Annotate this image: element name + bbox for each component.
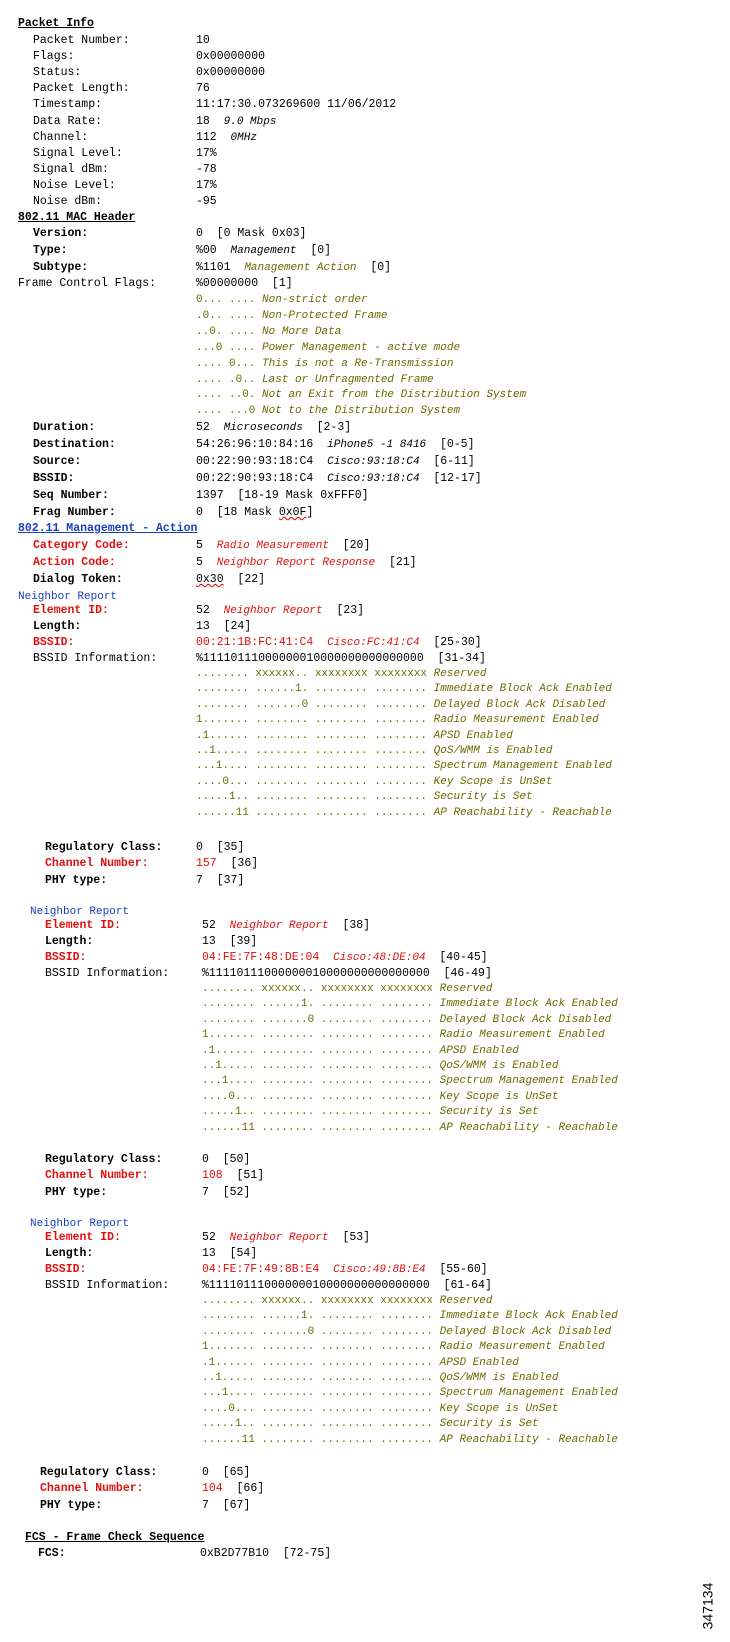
bssid-info-bit-pattern: .1...... ........ ........ ........ [202, 1044, 440, 1057]
packet-info-row-value [196, 146, 217, 162]
frag-number-row-value [196, 505, 313, 521]
fcs-row-value [200, 1546, 331, 1562]
bssid-information-row-label: BSSID Information: [45, 1279, 170, 1292]
bssid-info-bit-pattern: ......11 ........ ........ ........ [202, 1121, 440, 1134]
frame-control-flag-desc: Last or Unfragmented Frame [262, 373, 434, 386]
action-code-row-part-1: Neighbor Report Response [216, 557, 376, 569]
bssid-row-value [202, 950, 488, 966]
seq-number-row-part-0: 1397 [18-19 Mask 0xFFF0] [196, 489, 369, 502]
duration-row-label: Duration: [33, 421, 96, 434]
frame-control-flag-pattern: 0... .... [196, 294, 263, 306]
bssid-info-bit-bits [196, 697, 605, 713]
action-code-row-value [196, 555, 417, 571]
destination-row-value [196, 437, 474, 453]
bssid-info-bit-desc: Spectrum Management Enabled [439, 1075, 618, 1088]
element-id-row-value [202, 918, 370, 934]
bssid-info-bit-bits [196, 805, 612, 821]
source-row-value [196, 454, 475, 470]
bssid-info-bit-pattern: ........ ......1. ........ ........ [202, 1310, 440, 1323]
bssid-info-bit-desc: Security is Set [433, 791, 533, 804]
frame-control-flag-desc: Non-Protected Frame [262, 309, 388, 322]
packet-info-row-part-0: 18 [196, 114, 210, 128]
channel-number-row-value [202, 1168, 264, 1184]
bssid-info-bit-pattern: ........ .......0 ........ ........ [196, 698, 434, 711]
channel-number-row-part-1: [51] [222, 1169, 265, 1182]
bssid-info-bit-desc: Spectrum Management Enabled [439, 1387, 618, 1400]
bssid-info-bit-bits [202, 1089, 558, 1105]
bssid-info-bit-bits [202, 1401, 558, 1417]
bssid-info-bit-pattern: ........ ......1. ........ ........ [196, 683, 434, 696]
seq-number-row-value [196, 488, 369, 504]
length-row-value [202, 934, 257, 950]
frame-control-flag-desc: Power Management - active mode [262, 341, 461, 354]
bssid-info-bit-desc: APSD Enabled [439, 1044, 519, 1057]
element-id-row-label: Element ID: [33, 604, 109, 617]
frag-number-row-part-1: 0x0F [278, 506, 307, 519]
bssid-info-bit-desc: Key Scope is UnSet [439, 1402, 559, 1415]
frame-control-flag-bits [196, 324, 341, 340]
packet-info-row-label: Packet Number: [33, 34, 130, 47]
bssid-info-bit-pattern: ......11 ........ ........ ........ [202, 1433, 440, 1446]
packet-info-row-value [196, 130, 257, 146]
bssid-info-bit-desc: Immediate Block Ack Enabled [439, 1310, 618, 1323]
bssid-row-value [196, 635, 482, 651]
packet-info-row-label: Timestamp: [33, 98, 103, 112]
element-id-row-part-2: [53] [328, 1231, 371, 1244]
packet-info-row-part-0: 76 [196, 82, 210, 96]
element-id-row-part-2: [38] [328, 919, 371, 932]
bssid-information-row-label: BSSID Information: [33, 652, 158, 665]
bssid-info-bit-desc: Reserved [433, 668, 487, 680]
element-id-row-label: Element ID: [45, 919, 121, 932]
bssid-info-bit-desc: Immediate Block Ack Enabled [439, 998, 618, 1011]
frame-control-flag-pattern: .... 0... [196, 357, 263, 370]
frame-control-flag-bits [196, 403, 460, 419]
bssid-info-bit-bits [202, 1370, 558, 1386]
channel-number-row-label: Channel Number: [45, 857, 149, 870]
bssid-information-row-part-0: %11110111000000010000000000000000 [31-34] [196, 652, 486, 665]
frame-control-flag-bits [196, 387, 526, 403]
bssid-row-part-0: 04:FE:7F:49:8B:E4 [202, 1263, 334, 1276]
bssid-info-bit-pattern: ...1.... ........ ........ ........ [202, 1387, 440, 1400]
packet-info-row-label: Signal Level: [33, 146, 123, 160]
bssid-row-part-2: [55-60] [425, 1263, 488, 1276]
bssid-info-bit-pattern: ........ ......1. ........ ........ [202, 998, 440, 1011]
type-row-value [196, 243, 331, 259]
type-row-label: Type: [33, 244, 68, 257]
packet-info-row-part-1 [210, 115, 224, 128]
bssid-info-bit-bits [202, 1339, 605, 1355]
bssid-info-bit-pattern: ........ xxxxxx.. xxxxxxxx xxxxxxxx [196, 668, 434, 680]
bssid-info-bit-desc: Radio Measurement Enabled [433, 714, 599, 727]
packet-info-row-label: Flags: [33, 50, 75, 64]
length-row-value [202, 1246, 257, 1262]
frame-control-flags-row-part-0: %00000000 [1] [196, 277, 293, 290]
regulatory-class-row-part-0: 0 [35] [196, 841, 245, 854]
bssid-info-bit-pattern: ........ xxxxxx.. xxxxxxxx xxxxxxxx [202, 1295, 440, 1307]
length-row-value [196, 619, 251, 635]
bssid-info-bit-desc: QoS/WMM is Enabled [439, 1060, 559, 1072]
element-id-row-part-1: Neighbor Report [223, 605, 323, 617]
bssid-row-part-1: Cisco:49:8B:E4 [333, 1264, 426, 1276]
bssid-info-bit-bits [196, 712, 599, 728]
element-id-row-part-0: 52 [196, 604, 224, 617]
element-id-row-part-1: Neighbor Report [229, 1232, 329, 1244]
bssid-info-bit-bits [202, 1120, 618, 1136]
subtype-row-label: Subtype: [33, 261, 89, 274]
bssid-info-bit-pattern: ...1.... ........ ........ ........ [196, 760, 434, 773]
bssid-info-bit-pattern: ........ .......0 ........ ........ [202, 1325, 440, 1338]
packet-info-row-value [196, 81, 210, 97]
dialog-token-row-label: Dialog Token: [33, 573, 123, 586]
regulatory-class-row-value [202, 1465, 250, 1481]
bssid-info-bit-desc: Radio Measurement Enabled [439, 1341, 605, 1354]
frag-number-row-label: Frag Number: [33, 506, 116, 519]
bssid-info-bit-bits [196, 743, 552, 759]
packet-info-row-part-0: 10 [196, 34, 210, 47]
bssid-row-label: BSSID: [33, 472, 75, 485]
bssid-info-bit-desc: Spectrum Management Enabled [433, 760, 612, 773]
bssid-info-bit-desc: Key Scope is UnSet [433, 775, 553, 788]
packet-info-row-part-2: 9.0 Mbps [223, 115, 277, 128]
fcs-heading-text: FCS - Frame Check Sequence [25, 1531, 205, 1544]
bssid-info-bit-desc: QoS/WMM is Enabled [433, 745, 553, 757]
bssid-row-part-1: Cisco:93:18:C4 [327, 473, 420, 485]
bssid-info-bit-pattern: ....0... ........ ........ ........ [202, 1402, 440, 1415]
channel-number-row-label: Channel Number: [40, 1482, 144, 1495]
packet-info-row-part-0: 17% [196, 178, 217, 192]
bssid-info-bit-desc: Delayed Block Ack Disabled [439, 1013, 612, 1026]
packet-info-row-part-2: 0MHz [230, 131, 257, 144]
packet-info-row-label: Noise Level: [33, 178, 116, 192]
source-row-part-2: [6-11] [419, 455, 475, 468]
destination-row-label: Destination: [33, 438, 116, 451]
bssid-info-bit-desc: Reserved [439, 1295, 493, 1307]
action-code-row-part-0: 5 [196, 556, 217, 569]
phy-type-row-label: PHY type: [45, 1186, 108, 1199]
frame-control-flag-bits [196, 356, 453, 372]
bssid-info-bit-desc: Radio Measurement Enabled [439, 1029, 605, 1042]
bssid-info-bit-bits [196, 789, 533, 805]
regulatory-class-row-part-0: 0 [65] [202, 1466, 251, 1479]
frame-control-flag-desc: No More Data [262, 325, 342, 338]
neighbor-report-title: Neighbor Report [18, 591, 118, 603]
version-row-part-0: 0 [0 Mask 0x03] [196, 227, 307, 240]
category-code-row-value [196, 538, 370, 554]
bssid-info-bit-desc: Reserved [439, 983, 493, 995]
bssid-info-bit-desc: Delayed Block Ack Disabled [439, 1325, 612, 1338]
packet-info-row-part-0: 112 [196, 130, 217, 144]
frame-control-flag-pattern: ...0 .... [196, 341, 263, 354]
mac-header-heading-text: 802.11 MAC Header [18, 211, 136, 224]
destination-row-part-2: [0-5] [426, 438, 475, 451]
packet-info-row-value [196, 194, 217, 210]
bssid-info-bit-bits [202, 1385, 618, 1401]
element-id-row-part-1: Neighbor Report [229, 920, 329, 932]
frag-number-row-part-0: 0 [18 Mask [196, 506, 279, 519]
packet-info-row-label: Packet Length: [33, 82, 130, 96]
bssid-info-bit-pattern: ....0... ........ ........ ........ [202, 1090, 440, 1103]
bssid-info-bit-pattern: .1...... ........ ........ ........ [196, 729, 434, 742]
bssid-info-bit-pattern: ..1..... ........ ........ ........ [196, 745, 434, 757]
length-row-part-0: 13 [54] [202, 1247, 258, 1260]
bssid-info-bit-desc: QoS/WMM is Enabled [439, 1372, 559, 1384]
packet-info-row-value [196, 33, 210, 49]
bssid-info-bit-desc: AP Reachability - Reachable [439, 1121, 618, 1134]
bssid-row-label: BSSID: [45, 1263, 87, 1276]
bssid-row-label: BSSID: [45, 951, 87, 964]
regulatory-class-row-value [202, 1152, 250, 1168]
bssid-information-row-value [202, 1278, 492, 1294]
regulatory-class-row-part-0: 0 [50] [202, 1153, 251, 1166]
channel-number-row-value [196, 856, 258, 872]
type-row-part-0: %00 [196, 244, 231, 257]
packet-info-row-label: Data Rate: [33, 114, 103, 128]
frame-control-flag-bits [196, 308, 387, 324]
version-row-value [196, 226, 306, 242]
frame-control-flag-pattern: ..0. .... [196, 325, 263, 338]
bssid-info-bit-desc: AP Reachability - Reachable [433, 806, 612, 819]
bssid-info-bit-desc: Security is Set [439, 1106, 539, 1119]
element-id-row-label: Element ID: [45, 1231, 121, 1244]
bssid-info-bit-bits [202, 1293, 492, 1309]
bssid-row-part-2: [40-45] [425, 951, 488, 964]
category-code-row-part-2: [20] [328, 539, 371, 552]
type-row-part-1: Management [230, 245, 297, 257]
fcs-row-label: FCS: [38, 1547, 66, 1560]
channel-number-row-part-1: [66] [222, 1482, 265, 1495]
packet-info-row-label: Status: [33, 66, 82, 80]
phy-type-row-value [196, 873, 244, 889]
bssid-info-bit-desc: Immediate Block Ack Enabled [433, 683, 612, 696]
phy-type-row-value [202, 1185, 250, 1201]
bssid-info-bit-pattern: ....0... ........ ........ ........ [196, 775, 434, 788]
packet-info-row-label: Noise dBm: [33, 195, 103, 208]
bssid-info-bit-bits [202, 1073, 618, 1089]
frame-control-flags-row-label: Frame Control Flags: [18, 277, 157, 290]
duration-row-part-0: 52 [196, 421, 224, 434]
regulatory-class-row-label: Regulatory Class: [45, 841, 163, 854]
figure-number [700, 1582, 720, 1632]
duration-row-part-2: [2-3] [302, 421, 352, 434]
length-row-label: Length: [45, 935, 94, 948]
channel-number-row-label: Channel Number: [45, 1169, 149, 1182]
dialog-token-row-part-0: 0x30 [196, 573, 224, 586]
packet-info-row-part-0: -95 [196, 195, 217, 208]
element-id-row-value [202, 1230, 370, 1246]
bssid-information-row-value [196, 651, 486, 667]
frame-control-flags-row-value [196, 276, 293, 292]
action-code-row-part-2: [21] [375, 556, 417, 569]
bssid-row-part-0: 00:22:90:93:18:C4 [196, 472, 328, 485]
bssid-info-bit-bits [202, 1043, 519, 1059]
phy-type-row-part-0: 7 [52] [202, 1186, 251, 1199]
frame-control-flag-bits [196, 292, 368, 308]
packet-info-row-part-0: 0x00000000 [196, 50, 266, 64]
frame-control-flag-bits [196, 340, 460, 356]
frame-control-flag-desc: This is not a Re-Transmission [262, 357, 454, 370]
packet-info-row-part-0: 11:17:30.073269600 11/06/2012 [196, 98, 397, 112]
frame-control-flag-desc: Not to the Distribution System [262, 405, 461, 418]
bssid-row-part-2: [25-30] [419, 636, 482, 649]
duration-row-part-1: Microseconds [223, 422, 303, 434]
packet-info-row-part-1 [217, 131, 231, 144]
packet-info-row-value [196, 49, 265, 65]
frame-control-flag-pattern: .... ..0. [196, 389, 263, 402]
bssid-info-bit-bits [202, 1012, 611, 1028]
element-id-row-part-0: 52 [202, 919, 230, 932]
bssid-info-bit-desc: APSD Enabled [439, 1356, 519, 1369]
figure-number-text: 347134 [699, 1582, 716, 1630]
length-row-part-0: 13 [24] [196, 620, 252, 633]
bssid-info-bit-desc: Security is Set [439, 1418, 539, 1431]
bssid-info-bit-desc: APSD Enabled [433, 729, 513, 742]
packet-info-row-value [196, 114, 276, 130]
bssid-info-bit-bits [202, 1355, 519, 1371]
version-row-label: Version: [33, 227, 89, 240]
bssid-info-bit-pattern: ......11 ........ ........ ........ [196, 806, 434, 819]
frame-control-flag-desc: Non-strict order [262, 294, 368, 306]
packet-info-row-value [196, 97, 396, 113]
packet-info-row-value [196, 162, 217, 178]
bssid-info-bit-pattern: .....1.. ........ ........ ........ [196, 791, 434, 804]
bssid-information-row-part-0: %11110111000000010000000000000000 [61-64] [202, 1279, 492, 1292]
subtype-row-part-0: %1101 [196, 261, 245, 274]
neighbor-report-title: Neighbor Report [30, 906, 130, 918]
bssid-info-bit-bits [196, 666, 486, 682]
bssid-row-part-1: Cisco:FC:41:C4 [327, 637, 420, 649]
packet-info-row-part-0: -78 [196, 162, 217, 176]
bssid-row-value [202, 1262, 488, 1278]
bssid-info-bit-pattern: ........ xxxxxx.. xxxxxxxx xxxxxxxx [202, 983, 440, 995]
subtype-row-part-2: [0] [356, 261, 392, 274]
bssid-info-bit-bits [202, 1324, 611, 1340]
bssid-info-bit-desc: Key Scope is UnSet [439, 1090, 559, 1103]
source-row-label: Source: [33, 455, 82, 468]
channel-number-row-part-0: 108 [202, 1169, 223, 1182]
destination-row-part-1: iPhone5 -1 8416 [327, 439, 427, 451]
length-row-part-0: 13 [39] [202, 935, 258, 948]
bssid-info-bit-pattern: .....1.. ........ ........ ........ [202, 1418, 440, 1431]
phy-type-row-label: PHY type: [45, 874, 108, 887]
duration-row-value [196, 420, 351, 436]
bssid-info-bit-bits [196, 758, 612, 774]
bssid-info-bit-pattern: 1....... ........ ........ ........ [202, 1341, 440, 1354]
regulatory-class-row-label: Regulatory Class: [40, 1466, 158, 1479]
channel-number-row-part-0: 104 [202, 1482, 223, 1495]
packet-info-heading-text: Packet Info [18, 17, 94, 30]
frame-control-flag-pattern: .... .0.. [196, 373, 263, 386]
length-row-label: Length: [33, 620, 82, 633]
dialog-token-row-value [196, 572, 265, 588]
element-id-row-part-2: [23] [322, 604, 365, 617]
bssid-info-bit-bits [202, 1432, 618, 1448]
phy-type-row-part-0: 7 [37] [196, 874, 245, 887]
packet-info-row-part-0: 17% [196, 146, 217, 160]
frame-control-flag-desc: Not an Exit from the Distribution System [262, 389, 527, 402]
bssid-info-bit-pattern: ...1.... ........ ........ ........ [202, 1075, 440, 1088]
frame-control-flag-bits [196, 372, 434, 388]
bssid-info-bit-pattern: 1....... ........ ........ ........ [196, 714, 434, 727]
length-row-label: Length: [45, 1247, 94, 1260]
destination-row-part-0: 54:26:96:10:84:16 [196, 438, 328, 451]
bssid-info-bit-bits [196, 728, 513, 744]
bssid-info-bit-bits [196, 774, 552, 790]
type-row-part-2: [0] [296, 244, 332, 257]
packet-info-row-part-0: 0x00000000 [196, 66, 266, 80]
bssid-info-bit-bits [202, 981, 492, 997]
bssid-info-bit-pattern: .1...... ........ ........ ........ [202, 1356, 440, 1369]
packet-info-row-label: Channel: [33, 130, 89, 144]
bssid-info-bit-bits [202, 1308, 618, 1324]
bssid-row-label: BSSID: [33, 636, 75, 649]
mgmt-action-heading-text: 802.11 Management - Action [18, 522, 198, 535]
bssid-row-value [196, 471, 482, 487]
element-id-row-part-0: 52 [202, 1231, 230, 1244]
regulatory-class-row-label: Regulatory Class: [45, 1153, 163, 1166]
source-row-part-0: 00:22:90:93:18:C4 [196, 455, 328, 468]
bssid-info-bit-pattern: ........ .......0 ........ ........ [202, 1013, 440, 1026]
bssid-info-bit-bits [202, 1416, 539, 1432]
seq-number-row-label: Seq Number: [33, 489, 109, 502]
bssid-row-part-1: Cisco:48:DE:04 [333, 952, 426, 964]
phy-type-row-label: PHY type: [40, 1499, 103, 1512]
bssid-info-bit-pattern: 1....... ........ ........ ........ [202, 1029, 440, 1042]
category-code-row-label: Category Code: [33, 539, 130, 552]
source-row-part-1: Cisco:93:18:C4 [327, 456, 420, 468]
bssid-info-bit-desc: Delayed Block Ack Disabled [433, 698, 606, 711]
bssid-info-bit-pattern: ..1..... ........ ........ ........ [202, 1060, 440, 1072]
subtype-row-value [196, 260, 391, 276]
dialog-token-row-part-1: [22] [223, 573, 266, 586]
packet-info-row-value [196, 178, 217, 194]
bssid-information-row-value [202, 966, 492, 982]
packet-info-row-label: Signal dBm: [33, 162, 109, 176]
packet-info-row-value [196, 65, 265, 81]
phy-type-row-value [202, 1498, 250, 1514]
element-id-row-value [196, 603, 364, 619]
phy-type-row-part-0: 7 [67] [202, 1499, 251, 1512]
bssid-info-bit-bits [202, 1104, 539, 1120]
bssid-info-bit-desc: AP Reachability - Reachable [439, 1433, 618, 1446]
category-code-row-part-1: Radio Measurement [216, 540, 329, 552]
bssid-info-bit-bits [202, 1027, 605, 1043]
bssid-row-part-2: [12-17] [419, 472, 482, 485]
action-code-row-label: Action Code: [33, 556, 116, 569]
channel-number-row-part-0: 157 [196, 857, 217, 870]
bssid-info-bit-pattern: ..1..... ........ ........ ........ [202, 1372, 440, 1384]
frag-number-row-part-2: ] [306, 506, 314, 519]
frame-control-flag-pattern: .... ...0 [196, 405, 263, 418]
bssid-info-bit-pattern: .....1.. ........ ........ ........ [202, 1106, 440, 1119]
channel-number-row-value [202, 1481, 264, 1497]
neighbor-report-title: Neighbor Report [30, 1218, 130, 1230]
bssid-info-bit-bits [202, 1058, 558, 1074]
regulatory-class-row-value [196, 840, 244, 856]
bssid-information-row-label: BSSID Information: [45, 967, 170, 980]
bssid-row-part-0: 00:21:1B:FC:41:C4 [196, 636, 328, 649]
fcs-row-part-0: 0xB2D77B10 [72-75] [200, 1547, 332, 1560]
subtype-row-part-1: Management Action [244, 262, 357, 274]
bssid-info-bit-bits [196, 681, 612, 697]
category-code-row-part-0: 5 [196, 539, 217, 552]
bssid-info-bit-bits [202, 996, 618, 1012]
frame-control-flag-pattern: .0.. .... [196, 309, 263, 322]
bssid-row-part-0: 04:FE:7F:48:DE:04 [202, 951, 334, 964]
channel-number-row-part-1: [36] [216, 857, 259, 870]
bssid-information-row-part-0: %11110111000000010000000000000000 [46-49] [202, 967, 492, 980]
